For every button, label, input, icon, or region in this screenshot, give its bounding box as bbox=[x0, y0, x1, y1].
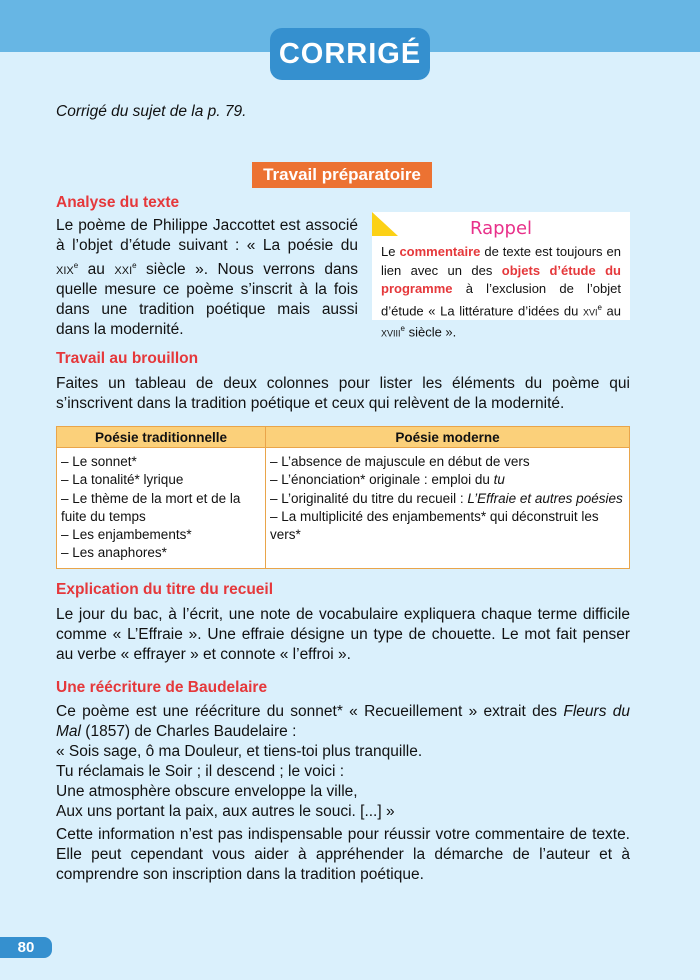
heading-analyse: Analyse du texte bbox=[56, 194, 180, 211]
list-item: – L’originalité du titre du recueil : L’Effraie et autres poésies bbox=[270, 490, 623, 506]
list-item: – La tonalité* lyrique bbox=[61, 472, 184, 488]
list-item: – L’énonciation* originale : emploi du tu bbox=[270, 472, 505, 488]
conclusion-text: Cette information n’est pas indispensable pour réussir votre commentaire de texte. Elle peut cependant vous aider à appréhender la démarche de l’auteur et à comprendre son inscription dans la tradition poétique. bbox=[56, 826, 630, 883]
poem-verse: Une atmosphère obscure enveloppe la ville, bbox=[56, 783, 358, 800]
intro-text: Corrigé du sujet de la p. 79. bbox=[56, 103, 247, 120]
table-cell-traditional bbox=[57, 448, 266, 569]
comparison-table bbox=[56, 426, 630, 569]
rappel-title: Rappel bbox=[469, 218, 533, 239]
list-item: – La multiplicité des enjambements* qui déconstruit les vers* bbox=[270, 508, 599, 543]
table-header: Poésie traditionnelle bbox=[57, 427, 266, 448]
list-item: – Les enjambements* bbox=[61, 527, 192, 543]
list-item: – Le thème de la mort et de la fuite du temps bbox=[61, 490, 241, 524]
page-number: 80 bbox=[0, 937, 52, 958]
corner-triangle-icon bbox=[372, 212, 398, 236]
corrige-badge: CORRIGÉ bbox=[270, 28, 430, 80]
brouillon-text: Faites un tableau de deux colonnes pour lister les éléments du poème qui s’inscrivent dans la tradition poétique et ceux qui relèvent de la modernité. bbox=[56, 375, 630, 412]
poem-verse: Aux uns portant la paix, aux autres le souci. [...] » bbox=[56, 803, 395, 820]
poem-verse: Tu réclamais le Soir ; il descend ; le voici : bbox=[56, 763, 345, 780]
list-item: – Les anaphores* bbox=[61, 545, 167, 561]
list-item: – L’absence de majuscule en début de vers bbox=[270, 454, 530, 469]
reecriture-text: Ce poème est une réécriture du sonnet* « Recueillement » extrait des Fleurs du Mal (1857) de Charles Baudelaire : « Sois sage, ô ma Douleur, et tiens-toi plus tranquille. Tu réclamais le Soir ; il descend ; le voici : Une atmosphère obscure enveloppe la ville, Aux uns portant la paix, aux autres le souci. [...] » Cette information n’est pas indispensable pour réussir votre commentaire de texte. Elle peut cependant vous aider à appréhender la démarche de l’auteur et à comprendre son inscription dans la tradition poétique. bbox=[56, 703, 630, 883]
heading-brouillon: Travail au brouillon bbox=[56, 350, 199, 367]
analyse-paragraph: Le poème de Philippe Jaccottet est associé à l’objet d’étude suivant : « La poésie du xix$^e$ au xxi$^e$ siècle ». Nous verrons dans quelle mesure ce poème s’inscrit à la fois dans une tradition poétique mais aussi dans la modernité. bbox=[56, 217, 358, 339]
explication-text: Le jour du bac, à l’écrit, une note de vocabulaire expliquera chaque terme difficile comme « L’Effraie ». Une effraie désigne un type de chouette. Le mot fait penser au verbe « effrayer » et connote « l’effroi ». bbox=[56, 606, 630, 663]
rappel-box bbox=[372, 212, 630, 340]
heading-reecriture: Une réécriture de Baudelaire bbox=[56, 679, 268, 696]
section-banner: Travail préparatoire bbox=[252, 162, 432, 188]
table-cell-modern bbox=[266, 448, 630, 569]
heading-explication: Explication du titre du recueil bbox=[56, 581, 274, 598]
table-header: Poésie moderne bbox=[266, 427, 630, 448]
poem-verse: « Sois sage, ô ma Douleur, et tiens-toi plus tranquille. bbox=[56, 743, 423, 760]
rappel-text: Le commentaire de texte est toujours en lien avec un des objets d’étude du programme à l’exclusion de l’objet d’étude « La littérature d’idées du xvi$^e$ au xviii$^e$ siècle ». bbox=[381, 244, 621, 340]
list-item: – Le sonnet* bbox=[61, 454, 137, 469]
